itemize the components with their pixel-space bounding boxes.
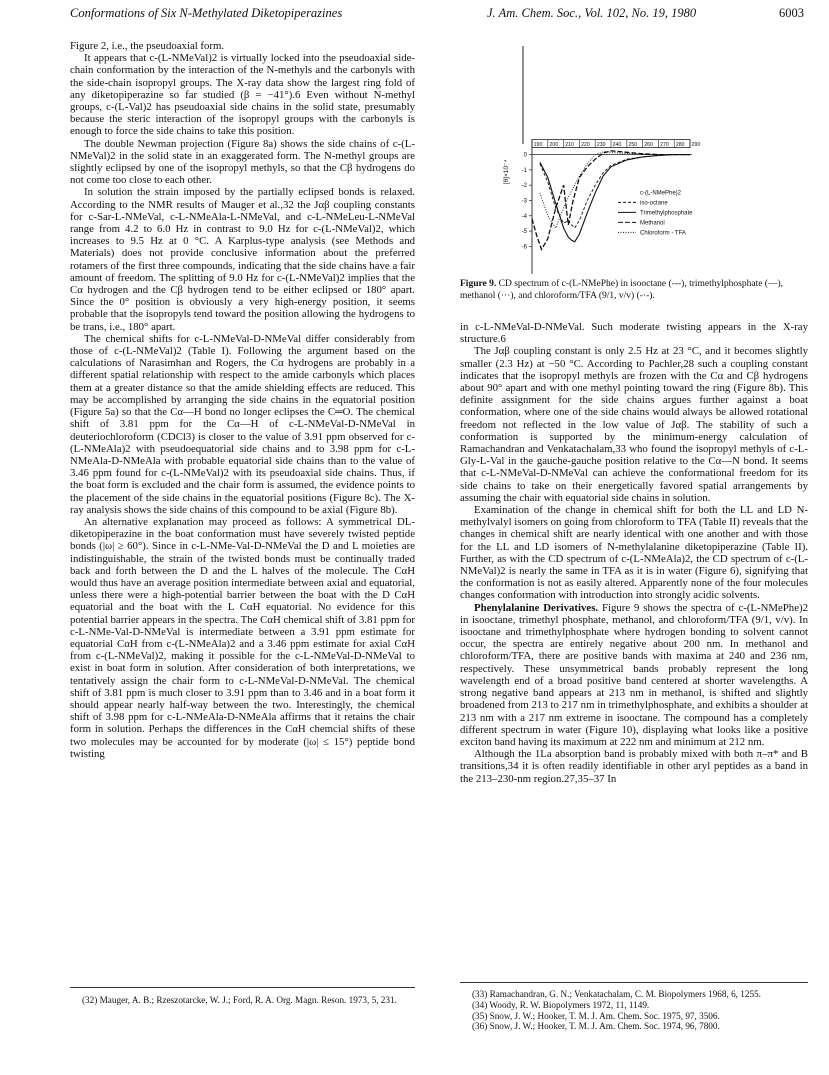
footnotes-left [70, 987, 415, 1006]
y-tick-label: -4 [521, 213, 527, 220]
y-axis-label: [θ]×10⁻⁴ [503, 159, 510, 185]
paragraph: Although the 1La absorption band is probably mixed with both π–π* and B transitions,34 it is often readily identifiable in other aryl peptides as a band in the 213–230-nm region.27,35–37 In [460, 748, 808, 785]
x-tick-label: 260 [644, 141, 653, 148]
legend-entry: iso-octane [640, 200, 668, 207]
paragraph-text: Figure 9 shows the spectra of c-(L-NMePhe)2 in isooctane, trimethyl phosphate, methanol, and chloroform/TFA (9/1, v/v). In isooctane and trimethylphosphate where hydrogen bonding to solvent cannot occur, the spectra are entirely negative about 200 nm. In methanol and chloroform/TFA, there are positive bands with maxima at 240 and 236 nm, respectively. These unsymmetrical bands probably represent the long wavelength end of a broad positive band centered at shorter wavelengths. A strong negative band appears at 213 nm in methanol, is shifted and slightly broadened from 213 to 217 nm in trimethylphosphate, and exhibits a shoulder at 213 nm with a 217 nm extreme in isooctane. The compound has a completely different spectrum in water (Figure 10), displaying what looks like a positive exciton band having its maximum at 222 nm and minimum at 212 nm. [460, 601, 808, 748]
footnote: (34) Woody, R. W. Biopolymers 1972, 11, 1149. [472, 999, 650, 1010]
paragraph: The Jαβ coupling constant is only 2.5 Hz at 23 °C, and it becomes slightly smaller (2.3 Hz) at −50 °C. According to Pachler,28 such a coupling constant indicates that the isopropyl methyls are frozen with the Cα and Cβ hydrogens about 90° apart and with one methyl pointing toward the ring (Figure 8b). This definite assignment for the side chains argues further against a boat conformation, where one of the side chains would always be allowed rotational freedom not reflected in the low value of Jαβ. The stability of such a conformation is supported by the minimum-energy calculation of Ramachandran and Venkatachalam,33 who found the isopropyl methyls of c-L-Gly-L-Val in the gauche-gauche position relative to the Cα—N bond. It seems that c-L-NMeVal-D-NMeVal can achieve the conformational freedom for its side chains to take on their energetically favored spatial arrangements by assuming the chair with equatorial side chains in solution. [460, 345, 808, 504]
left-column [70, 40, 415, 760]
right-column [460, 321, 808, 785]
x-tick-label: 270 [660, 141, 669, 148]
caption-text: CD spectrum of c-(L-NMePhe) in isooctane (---), trimethylphosphate (—), methanol (···), and chloroform/TFA (9/1, v/v) (-·-). [460, 279, 784, 301]
y-tick-label: -2 [521, 183, 527, 190]
y-tick-label: -6 [521, 244, 527, 251]
paragraph: Examination of the change in chemical shift for both the LL and LD N-methylvalyl isomers on going from chloroform to TFA (Table II) reveals that the changes in chemical shift are nearly identical with one another and with those for the LL and LD isomers of N-methylalanine diketopiperazine (Table II). Further, as with the CD spectrum of c-(L-NMeAla)2, the CD spectrum of c-(L-NMeVal)2 is nearly the same in TFA as it is in water (Figure 6), signifying that the conformation is not as easily altered. Apparently none of the four molecules changes conformation with introduction into strongly acidic solvents. [460, 504, 808, 602]
section-heading: Phenylalanine Derivatives. [474, 601, 599, 614]
y-tick-label: -3 [521, 198, 527, 205]
paragraph: It appears that c-(L-NMeVal)2 is virtually locked into the pseudoaxial side-chain conformation by the interaction of the N-methyls and the carbonyls with the side-chain isopropyl groups. The X-ray data show the largest ring fold of any diketopiperazine so far studied (β = −41°).6 Even without N-methyl groups, c-(L-Val)2 has pseudoaxial side chains in the solid state, presumably because the steric interaction of the isopropyl groups with the carbonyls is enough to force the side chains to take this position. [70, 52, 415, 138]
footnote: (33) Ramachandran, G. N.; Venkatachalam, C. M. Biopolymers 1968, 6, 1255. [472, 989, 761, 999]
y-tick-label: -1 [521, 167, 527, 174]
legend-entry: c-(L-NMePhe)2 [640, 190, 682, 197]
y-tick-label: 0 [523, 152, 527, 159]
journal-citation: J. Am. Chem. Soc., Vol. 102, No. 19, 1980 [487, 6, 697, 20]
legend-entry: Trimethylphosphate [640, 210, 693, 217]
paragraph: The double Newman projection (Figure 8a) shows the side chains of c-(L-NMeVal)2 in the solid state in an exaggerated form. The N-methyl groups are slightly eclipsed by one of the isopropyl methyls, so that the Cβ hydrogens do not come too close to each other. [70, 137, 415, 187]
x-tick-label: 220 [581, 141, 590, 148]
paragraph: Figure 2, i.e., the pseudoaxial form. [70, 40, 225, 52]
running-header-title: Conformations of Six N-Methylated Diketopiperazines [70, 6, 343, 20]
page-number: 6003 [779, 6, 804, 20]
x-tick-label: 290 [691, 141, 701, 148]
y-tick-label: -5 [521, 229, 527, 236]
footnote: (32) Mauger, A. B.; Rzeszotarcke, W. J.; Ford, R. A. Org. Magn. Reson. 1973, 5, 231. [82, 995, 397, 1005]
paragraph: in c-L-NMeVal-D-NMeVal. Such moderate twisting appears in the X-ray structure.6 [460, 321, 808, 346]
paragraph: In solution the strain imposed by the partially eclipsed bonds is relaxed. According to the NMR results of Mauger et al.,32 the Jαβ coupling constants for c-Sar-L-NMeVal, c-L-NMeAla-L-NMeVal, and c-L-NMeLeu-L-NMeVal range from 4.2 to 6.0 Hz in contrast to 9.0 Hz for c-(L-NMeVal)2, which increases to 9.5 Hz at 0 °C. A Karplus-type analysis (see Methods and Materials) does not provide conclusive information about the preferred rotamers of the first three compounds, indicating that the side chains have a fair amount of freedom. The splitting of 9.0 Hz for c-(L-NMeVal)2 implies that the Cα hydrogen and the Cβ hydrogen tend to be either eclipsed or 180° apart. Since the 0° position is obviously a very high-energy position, it seems probable that the isopropyls tend toward the position allowing the hydrogens to be trans, i.e., 180° apart. [70, 186, 415, 333]
figure-9-cd-spectrum [500, 44, 800, 280]
paragraph [460, 602, 808, 748]
footnote: (35) Snow, J. W.; Hooker, T. M. J. Am. Chem. Soc. 1975, 97, 3506. [472, 1010, 720, 1021]
footnote: (36) Snow, J. W.; Hooker, T. M. J. Am. Chem. Soc. 1974, 96, 7800. [472, 1021, 720, 1032]
caption-label: Figure 9. [460, 279, 497, 289]
paragraph: An alternative explanation may proceed as follows: A symmetrical DL-diketopiperazine in the boat conformation must have severely twisted peptide bonds (|ω| ≥ 60°). Since in c-L-NMe-Val-D-NMeVal the D and L moieties are indistinguishable, the strain of the twisted bonds must be continually traded back and forth between the D and the L halves of the molecule. The CαH would thus have an average position intermediate between axial and equatorial, unless there were a high-potential barrier between the boat with the D CαH equatorial and the boat with the L CαH equatorial. No evidence for this potential barrier appears in the spectra. The CαH chemical shift of 3.81 ppm for c-L-NMe-Val-D-NMeVal is intermediate between a 3.91 ppm estimate for equatorial CαH from c-(L-NMeAla)2 and a 3.46 ppm estimate for axial CαH from c-(L-NMeVal)2, making it possible for the c-L-NMeVal-D-NMeVal to exist in boat form in solution. After consideration of both interpretations, we tentatively assign the chair form to c-L-NMeVal-D-NMeVal. The chemical shift of 3.81 ppm is much closer to 3.91 ppm than to 3.46 and in a boat form it should appear nearly half-way between the two. Interestingly, the chemical shift of 3.98 ppm for c-L-NMeAla-D-NMeAla affirms that it retains the chair form in solution. Perhaps the differences in the CαH chemcial shifts of these two molecules may be accounted for by moderate (|ω| ≤ 15°) peptide bond twisting [70, 515, 415, 760]
x-tick-label: 230 [596, 141, 606, 148]
footnotes-right [460, 982, 808, 1032]
legend-entry: Methanol [640, 220, 665, 227]
x-tick-label: 250 [628, 141, 638, 148]
x-tick-label: 240 [612, 141, 622, 148]
figure-caption [460, 279, 808, 302]
x-tick-label: 190 [533, 141, 543, 148]
series-line [540, 155, 690, 242]
cd-spectrum-chart [500, 44, 800, 280]
paragraph: The chemical shifts for c-L-NMeVal-D-NMeVal differ considerably from those of c-(L-NMeVal)2 (Table I). Following the argument based on the calculations of Narasimhan and Rogers, the Cα hydrogens are probably in a different spatial relationship with respect to the amide carbonyls which places them at a greater distance so that the amide shielding effects are reduced. This may be accomplished by arranging the side chains in the equatorial position (Figure 5a) so that the Cα—H bond no longer eclipses the C═O. The chemical shift of 3.81 ppm for the Cα—H of c-L-NMeVal-D-NMeVal in deuteriochloroform (CDCl3) is closer to the value of 3.91 ppm observed for c-(L-NMeAla)2 with pseudoequatorial side chains and to 3.98 ppm for c-L-NMeAla-D-NMeAla with probable equatorial side chains than to the value of 3.46 ppm found for c-(L-NMeVal)2 with its pseudoaxial side chains. Thus, if the boat form is excluded and the chair form is assumed, the evidence points to the placement of the side chains in the equatorial positions (Figure 8c). The X-ray analysis shows the side chains of this compound to be axial (Figure 8b). [70, 332, 415, 516]
legend-entry: Chloroform - TFA [640, 230, 686, 237]
x-tick-label: 280 [675, 141, 685, 148]
x-tick-label: 200 [549, 141, 559, 148]
x-tick-label: 210 [565, 141, 574, 148]
